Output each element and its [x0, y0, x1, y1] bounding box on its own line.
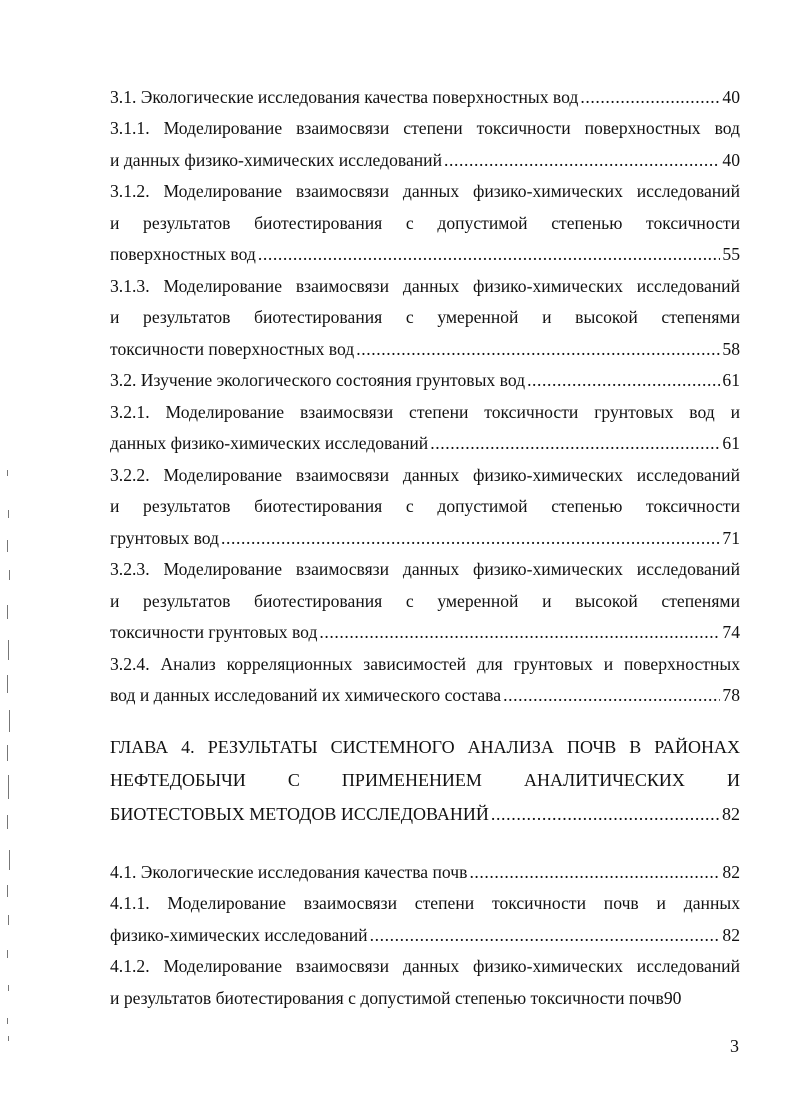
toc-entry-title: токсичности грунтовых вод — [110, 622, 318, 642]
toc-page-number: 61 — [722, 370, 740, 390]
leader-dots — [319, 621, 720, 643]
toc-page-number: 82 — [722, 804, 740, 824]
leader-dots — [469, 861, 720, 883]
leader-dots — [527, 369, 720, 391]
toc-entry-title: поверхностных вод — [110, 244, 256, 264]
leader-dots — [430, 432, 720, 454]
chapter-title-line1: ГЛАВА 4. РЕЗУЛЬТАТЫ СИСТЕМНОГО АНАЛИЗА ПОЧВ В РАЙОНАХ — [110, 736, 740, 757]
toc-entry-3-1-2-cont — [110, 234, 740, 266]
toc-chapter-4 — [110, 726, 740, 825]
toc-entry-3-1-3: 3.1.3. Моделирование взаимосвязи данных физико-химических исследований — [110, 275, 740, 296]
toc-page-number: 71 — [722, 527, 740, 548]
leader-dots — [491, 803, 720, 825]
toc-entry-title: грунтовых вод — [110, 527, 219, 548]
toc-entry-3-2-4-cont — [110, 675, 740, 707]
toc-entry-3-1-2-line2: и результатов биотестирования с допустимой степенью токсичности — [110, 212, 740, 233]
toc-page-number: 90 — [663, 987, 682, 1008]
leader-dots — [370, 924, 721, 946]
leader-dots — [503, 684, 720, 706]
scan-margin-noise — [4, 470, 14, 1050]
leader-dots — [356, 338, 720, 360]
toc-entry-title: и данных физико-химических исследований — [110, 149, 443, 170]
toc-entry-4-1-1: 4.1.1. Моделирование взаимосвязи степени токсичности почв и данных — [110, 893, 740, 913]
toc-entry-3-2-4: 3.2.4. Анализ корреляционных зависимостей для грунтовых и поверхностных — [110, 653, 740, 674]
toc-page-number: 82 — [722, 861, 740, 882]
table-of-contents — [110, 76, 740, 1009]
toc-page-number: 78 — [722, 685, 740, 705]
toc-entry-3-2-2: 3.2.2. Моделирование взаимосвязи данных физико-химических исследований — [110, 464, 740, 485]
toc-entry-3-2-2-line2: и результатов биотестирования с допустимой степенью токсичности — [110, 496, 740, 516]
toc-entry-4-1-1-cont — [110, 914, 740, 946]
toc-page-number: 74 — [722, 622, 740, 642]
toc-entry-4-1-2-cont — [110, 977, 740, 1009]
toc-entry-3-2-1-cont — [110, 423, 740, 455]
toc-entry-3-1-1: 3.1.1. Моделирование взаимосвязи степени токсичности поверхностных вод — [110, 118, 740, 138]
toc-entry-3-1 — [110, 76, 740, 108]
toc-entry-4-1-2: 4.1.2. Моделирование взаимосвязи данных физико-химических исследований — [110, 956, 740, 976]
toc-entry-3-1-3-cont — [110, 328, 740, 360]
toc-entry-title: токсичности поверхностных вод — [110, 338, 355, 359]
leader-dots — [221, 527, 720, 549]
toc-entry-4-1 — [110, 851, 740, 883]
toc-page-number: 82 — [722, 924, 740, 945]
leader-dots — [580, 86, 720, 108]
toc-entry-3-2 — [110, 360, 740, 392]
toc-entry-3-2-1: 3.2.1. Моделирование взаимосвязи степени токсичности грунтовых вод и — [110, 401, 740, 422]
toc-entry-title: вод и данных исследований их химического состава — [110, 685, 502, 705]
toc-entry-3-1-2: 3.1.2. Моделирование взаимосвязи данных физико-химических исследований — [110, 181, 740, 201]
toc-entry-title: физико-химических исследований — [110, 924, 368, 945]
toc-entry-3-1-3-line2: и результатов биотестирования с умеренной и высокой степенями — [110, 307, 740, 327]
leader-dots — [444, 149, 720, 171]
spacer — [110, 825, 740, 851]
toc-page-number: 40 — [722, 149, 740, 170]
toc-page-number: 40 — [722, 86, 740, 107]
toc-page-number: 61 — [722, 433, 740, 453]
chapter-title-line3 — [110, 792, 740, 825]
page-number: 3 — [730, 1036, 739, 1056]
toc-entry-title: данных физико-химических исследований — [110, 433, 429, 453]
toc-entry-3-1-1-cont — [110, 139, 740, 171]
toc-entry-3-2-3-cont — [110, 612, 740, 644]
toc-page-number: 58 — [722, 338, 740, 359]
toc-entry-title: и результатов биотестирования с допустимой степенью токсичности почв — [110, 987, 664, 1008]
toc-entry-title: 3.2. Изучение экологического состояния грунтовых вод — [110, 370, 526, 390]
leader-dots — [258, 243, 721, 265]
toc-entry-3-2-3-line2: и результатов биотестирования с умеренной и высокой степенями — [110, 590, 740, 611]
toc-entry-title: БИОТЕСТОВЫХ МЕТОДОВ ИССЛЕДОВАНИЙ — [110, 804, 489, 824]
chapter-title-line2: НЕФТЕДОБЫЧИ С ПРИМЕНЕНИЕМ АНАЛИТИЧЕСКИХ И — [110, 769, 740, 790]
toc-entry-3-2-3: 3.2.3. Моделирование взаимосвязи данных физико-химических исследований — [110, 559, 740, 579]
toc-entry-title: 4.1. Экологические исследования качества почв — [110, 861, 468, 882]
toc-entry-title: 3.1. Экологические исследования качества поверхностных вод — [110, 86, 579, 107]
toc-entry-3-2-2-cont — [110, 517, 740, 549]
toc-page-number: 55 — [722, 244, 740, 264]
